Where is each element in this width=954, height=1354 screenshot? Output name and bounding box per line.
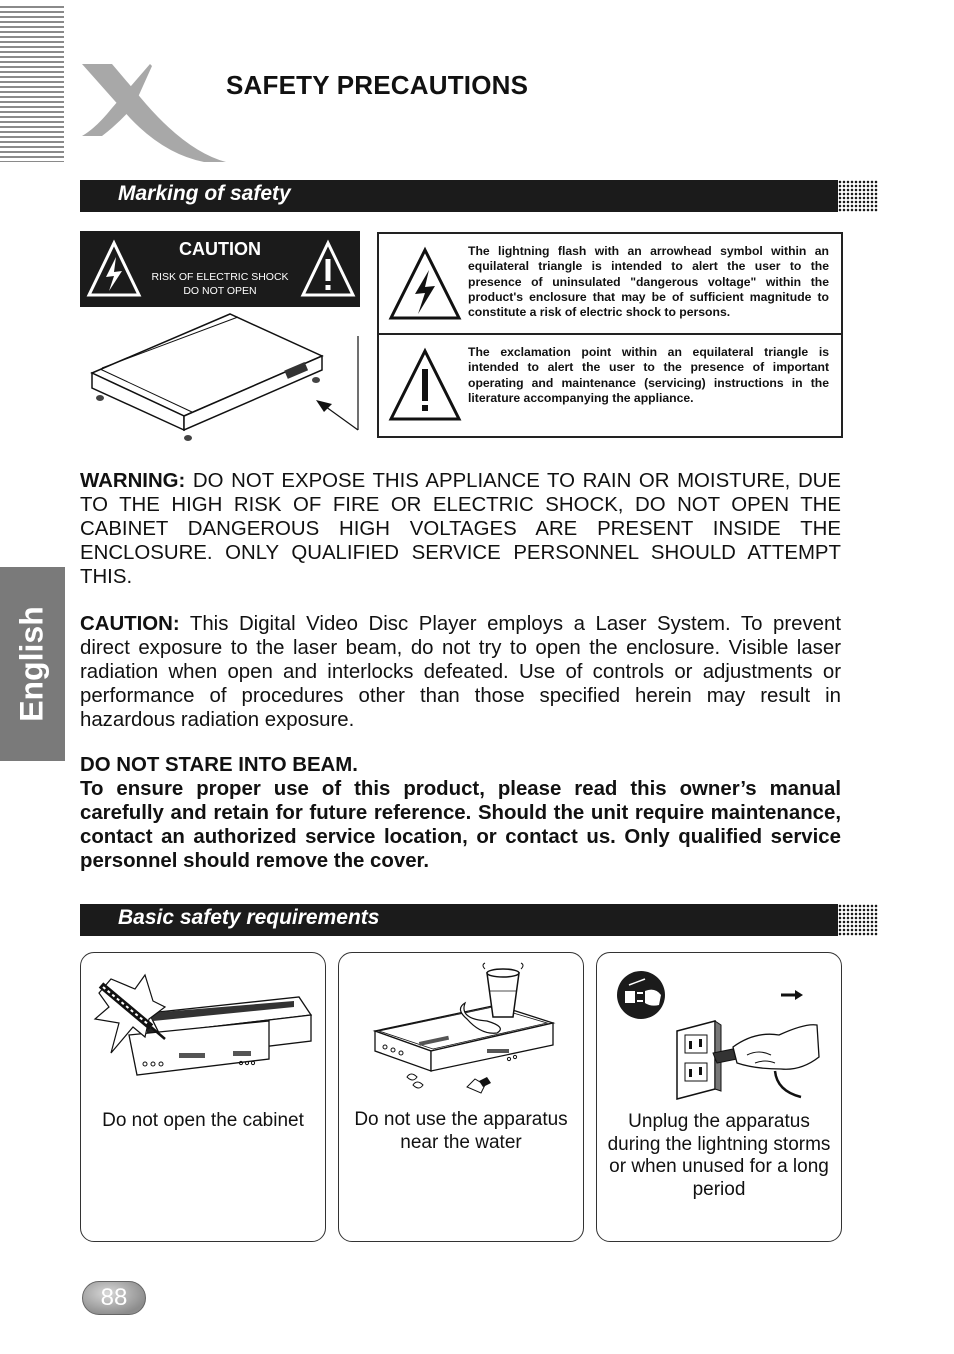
symbol-explanation-box (377, 232, 843, 438)
section-bar-basic (80, 904, 878, 936)
exclamation-description: The exclamation point within an equilateral triangle is intended to alert the user to the presence of important operating and maintenance (servicing) instructions in the literature accompanying the appliance. (468, 345, 829, 405)
safety-card-open-cabinet (80, 952, 326, 1242)
section-title: Basic safety requirements (118, 906, 380, 929)
screwdriver-dvd-icon (89, 961, 317, 1111)
header-stripes (0, 6, 64, 162)
language-tab (0, 567, 65, 761)
caution-line-2: DO NOT OPEN (183, 285, 257, 297)
bar-dots (838, 180, 878, 212)
caution-label-text: CAUTION: (80, 613, 180, 635)
card-caption: Do not open the cabinet (102, 1110, 304, 1131)
exclamation-symbol-row (379, 335, 841, 436)
page-title: SAFETY PRECAUTIONS (226, 70, 529, 100)
caution-title: CAUTION (179, 239, 261, 259)
exclamation-warning-icon (300, 239, 356, 299)
caution-line-1: RISK OF ELECTRIC SHOCK (151, 271, 289, 283)
dvd-player-illustration (80, 308, 370, 448)
warning-label: WARNING: (80, 470, 186, 492)
caution-label (80, 231, 360, 307)
card-caption: Do not use the apparatus near the water (354, 1109, 568, 1153)
section-bar-marking (80, 180, 878, 212)
page-number: 88 (82, 1281, 146, 1315)
warning-text: DO NOT EXPOSE THIS APPLIANCE TO RAIN OR MOISTURE, DUE TO THE HIGH RISK OF FIRE OR ELECTRIC SHOCK, DO NOT OPEN THE CABINET DANGEROUS HIGH VOLTAGES ARE PRESENT INSIDE THE ENCLOSURE. ONLY QUALIFIED SERVICE PERSONNEL SHOULD ATTEMPT THIS. (80, 470, 841, 588)
lightning-description: The lightning flash with an arrowhead symbol within an equilateral triangle is intended to alert the user to the presence of uninsulated "dangerous voltage" within the product's enclosure that may be of sufficient magnitude to constitute a risk of electric shock to persons. (468, 244, 829, 320)
unplug-icon (605, 961, 833, 1111)
safety-card-water (338, 952, 584, 1242)
section-title: Marking of safety (118, 182, 291, 205)
safety-card-unplug (596, 952, 842, 1242)
language-label: English (13, 606, 50, 722)
water-glass-dvd-icon (347, 961, 575, 1111)
lightning-symbol-row (379, 234, 841, 335)
caution-paragraph (80, 612, 841, 732)
caution-text: This Digital Video Disc Player employs a Laser System. To prevent direct exposure to the laser beam, do not try to open the enclosure. Visible laser radiation when open and interlocks defeated. Use of controls or adjustments or performance of procedures other than those specified herein may result in hazardous radiation exposure. (80, 613, 841, 731)
x-logo (78, 58, 228, 164)
bar-dots (838, 904, 878, 936)
warning-paragraph (80, 469, 841, 589)
card-caption: Unplug the apparatus during the lightning storms or when unused for a long period (607, 1111, 831, 1200)
exclamation-triangle-icon (387, 345, 463, 425)
manual-note: To ensure proper use of this product, please read this owner’s manual carefully and retain for future reference. Should the unit require maintenance, contact an authorized service location, or contact us. Only qualified service personnel should remove the cover. (80, 778, 841, 872)
lightning-triangle-icon (387, 244, 463, 324)
stare-warning-heading: DO NOT STARE INTO BEAM. (80, 754, 358, 776)
